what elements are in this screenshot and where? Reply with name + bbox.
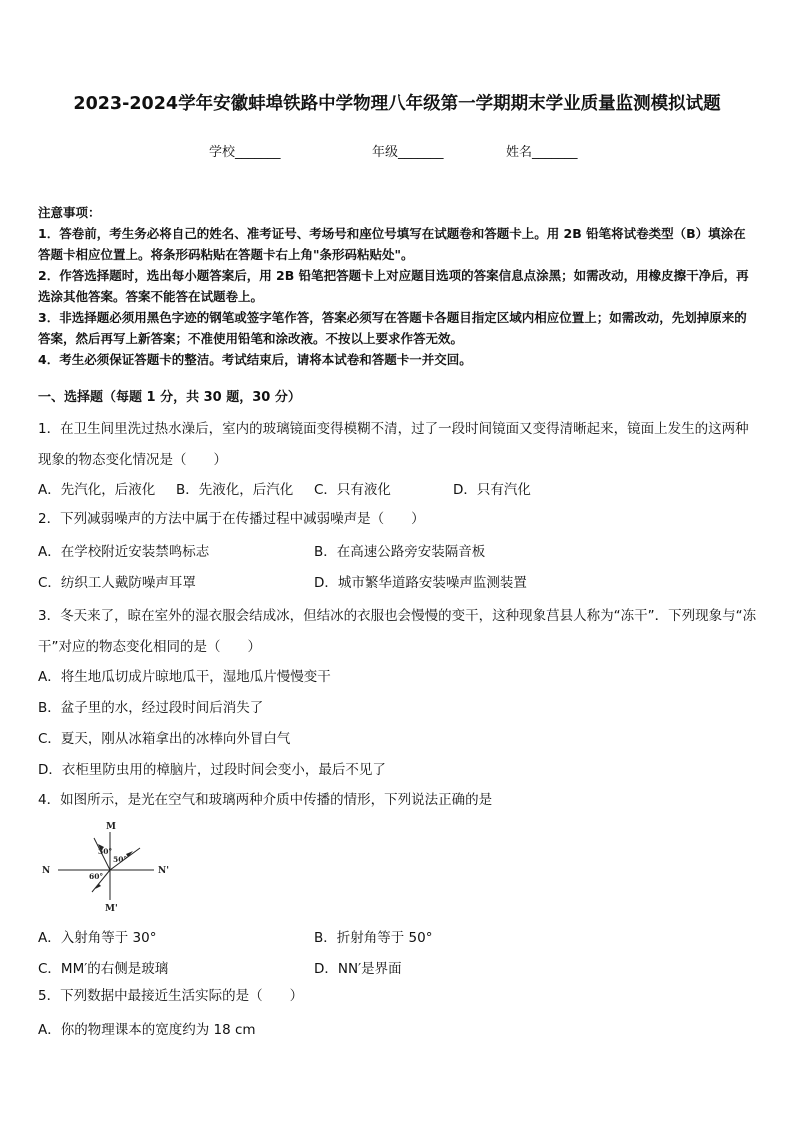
q3-option-c[interactable]: C．夏天，刚从冰箱拿出的冰棒向外冒白气 (38, 731, 291, 747)
notice-item-3: 3．非选择题必须用黑色字迹的钢笔或签字笔作答，答案必须写在答题卡各题目指定区域内相应位置上；如需改动，先划掉原来的答案，然后再写上新答案；不准使用铅笔和涂改液。不按以上要求作答无效。 (38, 310, 747, 346)
q2-option-a[interactable]: A．在学校附近安装禁鸣标志 (38, 544, 210, 560)
label-m: M (106, 822, 116, 832)
question-4-stem: 4．如图所示，是光在空气和玻璃两种介质中传播的情形，下列说法正确的是 (38, 792, 493, 808)
q4-option-c[interactable]: C．MM′的右侧是玻璃 (38, 961, 169, 977)
q1-option-d[interactable]: D．只有汽化 (453, 482, 531, 498)
grade-field[interactable]: 年级_______ (372, 145, 444, 160)
label-n-prime: N' (158, 866, 169, 876)
section-heading: 一、选择题（每题 1 分，共 30 题，30 分） (38, 390, 301, 405)
q1-option-a[interactable]: A．先汽化，后液化 (38, 482, 156, 498)
q2-option-d[interactable]: D．城市繁华道路安装噪声监测装置 (314, 575, 527, 591)
angle-30-label: 30° (98, 847, 113, 856)
page-title: 2023-2024学年安徽蚌埠铁路中学物理八年级第一学期期末学业质量监测模拟试题 (73, 94, 721, 114)
notice-heading: 注意事项： (38, 205, 101, 220)
q3-option-b[interactable]: B．盆子里的水，经过段时间后消失了 (38, 700, 264, 716)
q1-option-c[interactable]: C．只有液化 (314, 482, 391, 498)
light-refraction-diagram (34, 818, 184, 918)
label-n: N (42, 866, 51, 876)
q3-option-d[interactable]: D．衣柜里防虫用的樟脑片，过段时间会变小，最后不见了 (38, 762, 386, 778)
q4-option-b[interactable]: B．折射角等于 50° (314, 930, 433, 946)
question-2-stem: 2．下列减弱噪声的方法中属于在传播过程中减弱噪声是（ ） (38, 511, 425, 527)
notice-item-4: 4．考生必须保证答题卡的整洁。考试结束后，请将本试卷和答题卡一并交回。 (38, 352, 472, 367)
name-field[interactable]: 姓名_______ (506, 145, 578, 160)
q2-option-b[interactable]: B．在高速公路旁安装隔音板 (314, 544, 486, 560)
q2-option-c[interactable]: C．纺织工人戴防噪声耳罩 (38, 575, 196, 591)
notice-item-2: 2．作答选择题时，选出每小题答案后，用 2B 铅笔把答题卡上对应题目选项的答案信息点涂黑；如需改动，用橡皮擦干净后，再选涂其他答案。答案不能答在试题卷上。 (38, 268, 749, 304)
school-field[interactable]: 学校_______ (209, 145, 281, 160)
question-1-stem: 1．在卫生间里洗过热水澡后，室内的玻璃镜面变得模糊不清，过了一段时间镜面又变得清晰起来，镜面上发生的这两种现象的物态变化情况是（ ） (38, 421, 749, 468)
q3-option-a[interactable]: A．将生地瓜切成片晾地瓜干，湿地瓜片慢慢变干 (38, 669, 331, 685)
notice-item-1: 1．答卷前，考生务必将自己的姓名、准考证号、考场号和座位号填写在试题卷和答题卡上。用 2B 铅笔将试卷类型（B）填涂在答题卡相应位置上。将条形码粘贴在答题卡右上角"条形码粘贴处"。 (38, 226, 746, 262)
notice-block (38, 202, 758, 370)
q1-option-b[interactable]: B．先液化，后汽化 (176, 482, 294, 498)
label-m-prime: M' (105, 904, 118, 914)
question-3-stem: 3．冬天来了，晾在室外的湿衣服会结成冰，但结冰的衣服也会慢慢的变干，这种现象莒县人称为“冻干”．下列现象与“冻干”对应的物态变化相同的是（ ） (38, 608, 757, 655)
q4-option-d[interactable]: D．NN′是界面 (314, 961, 402, 977)
q5-option-a[interactable]: A．你的物理课本的宽度约为 18 cm (38, 1022, 256, 1038)
angle-50-label: 50° (113, 855, 128, 864)
q4-option-a[interactable]: A．入射角等于 30° (38, 930, 157, 946)
student-info-row (0, 141, 794, 161)
angle-60-label: 60° (89, 872, 104, 881)
question-5-stem: 5．下列数据中最接近生活实际的是（ ） (38, 988, 304, 1004)
